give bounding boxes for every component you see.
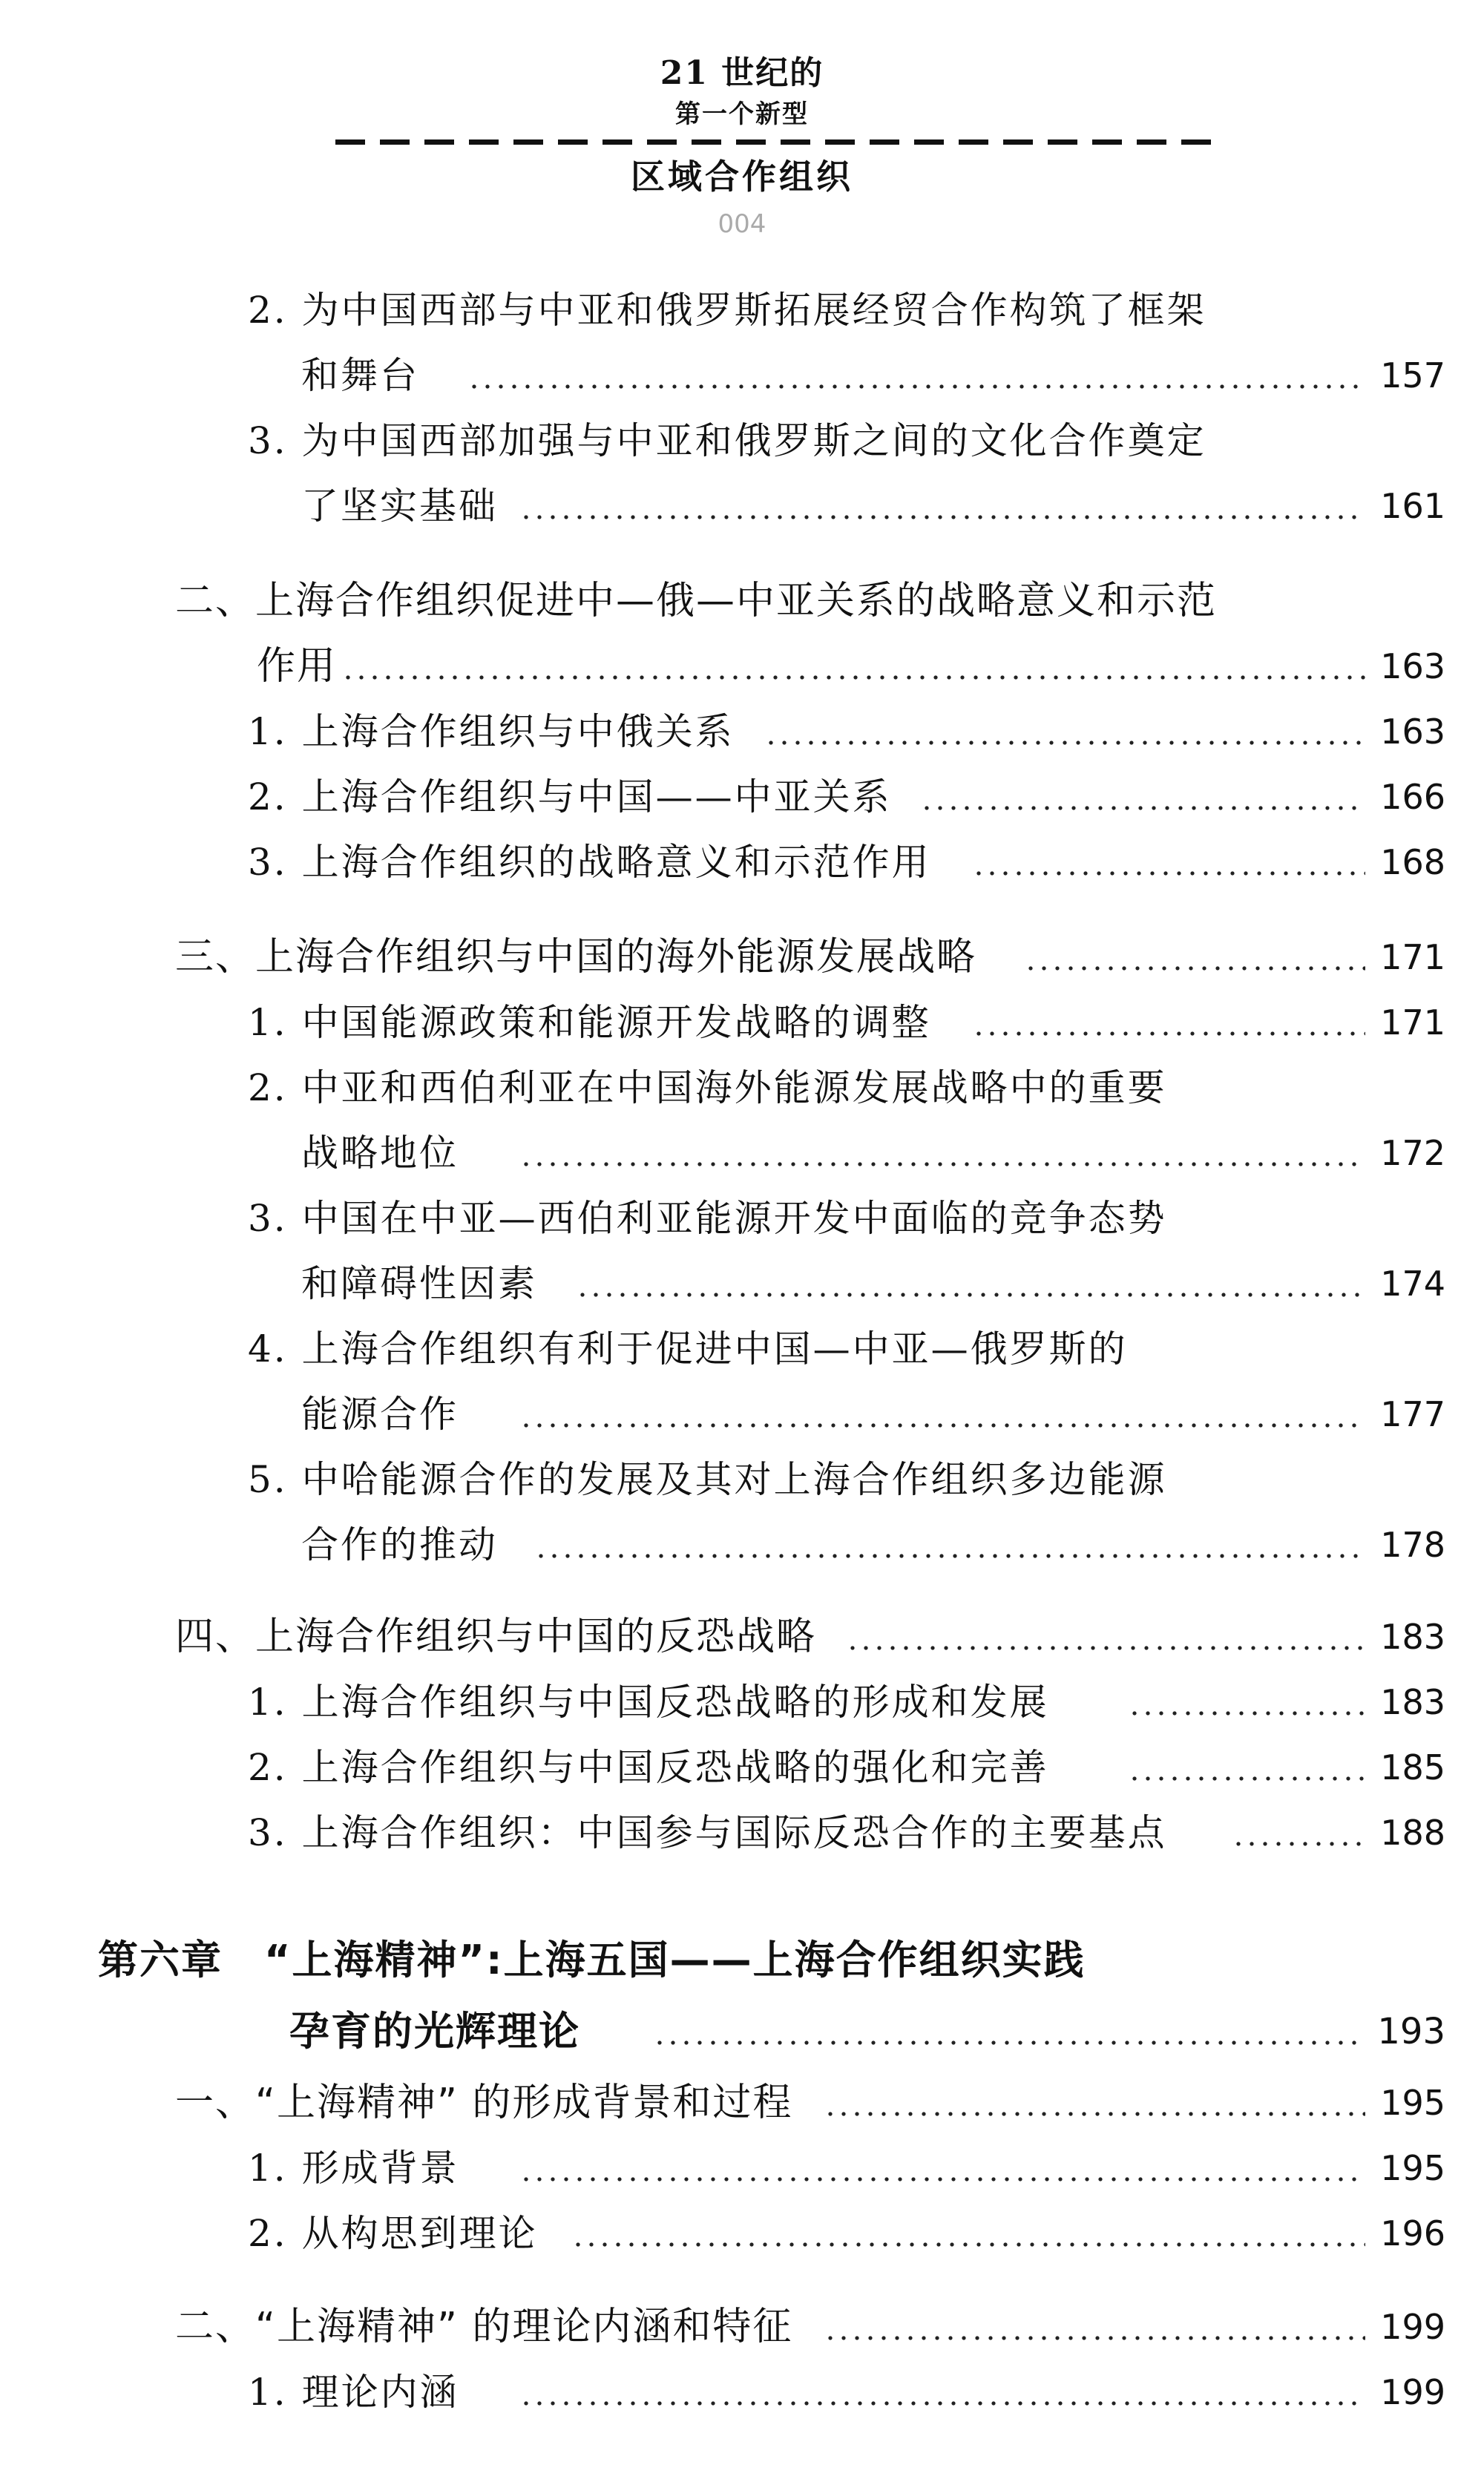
leader-dots <box>1024 929 1365 985</box>
toc-page-number: 183 <box>1380 1617 1445 1657</box>
toc-entry-text: 四、上海合作组织与中国的反恐战略 <box>175 1615 817 1659</box>
toc-entry-text: 1. 理论内涵 <box>248 2371 459 2414</box>
toc-entry <box>0 2075 1484 2131</box>
toc-entry-text: 和舞台 <box>301 354 419 397</box>
toc-page-number: 195 <box>1380 2148 1445 2188</box>
toc-entry <box>0 1674 1484 1730</box>
toc-entry-text: 和障碍性因素 <box>301 1262 537 1305</box>
toc-page-number: 163 <box>1380 646 1445 686</box>
toc-page-number: 185 <box>1380 1747 1445 1787</box>
toc-entry <box>0 1060 1484 1116</box>
toc-page-number: 183 <box>1380 1682 1445 1722</box>
toc-entry <box>0 638 1484 695</box>
toc-entry <box>0 1321 1484 1377</box>
leader-dots <box>1128 1739 1365 1796</box>
toc-entry <box>0 1386 1484 1442</box>
leader-dots <box>972 834 1365 890</box>
toc-entry <box>0 282 1484 338</box>
toc-page-number: 199 <box>1380 2372 1445 2412</box>
toc-page-number: 178 <box>1380 1525 1445 1565</box>
toc-entry-text: 1. 上海合作组织与中俄关系 <box>248 710 735 753</box>
toc-page-number: 193 <box>1377 2011 1445 2052</box>
toc-entry-text: 一、“上海精神” 的形成背景和过程 <box>175 2081 793 2125</box>
leader-dots <box>519 1386 1365 1442</box>
leader-dots <box>576 1255 1365 1312</box>
toc-chapter <box>0 1932 1484 1989</box>
toc-page-number: 171 <box>1380 937 1445 977</box>
toc-entry <box>0 769 1484 825</box>
toc-entry <box>0 1739 1484 1796</box>
leader-dots <box>920 769 1365 825</box>
leader-dots <box>341 638 1365 695</box>
leader-dots <box>653 2003 1365 2060</box>
toc-entry-text: 2. 中亚和西伯利亚在中国海外能源发展战略中的重要 <box>248 1066 1167 1109</box>
leader-dots <box>972 994 1365 1051</box>
toc-page-number: 161 <box>1380 486 1445 526</box>
toc-entry-text: 3. 中国在中亚—西伯利亚能源开发中面临的竞争态势 <box>248 1197 1167 1240</box>
leader-dots <box>519 2364 1365 2420</box>
toc-page-number: 166 <box>1380 777 1445 817</box>
toc-chapter-text: 第六章 “上海精神”:上海五国——上海合作组织实践 <box>98 1937 1086 1983</box>
running-head-title: 区域合作组织 <box>631 157 853 197</box>
toc-entry-text: 1. 形成背景 <box>248 2147 459 2190</box>
toc-entry <box>0 2364 1484 2420</box>
toc-entry <box>0 2205 1484 2262</box>
toc-entry-text: 二、上海合作组织促进中—俄—中亚关系的战略意义和示范 <box>175 579 1218 623</box>
toc-entry <box>0 1190 1484 1247</box>
toc-entry <box>0 573 1484 629</box>
toc-entry-text: 合作的推动 <box>301 1523 498 1566</box>
toc-entry <box>0 1125 1484 1181</box>
page-number: 004 <box>718 209 766 239</box>
toc-page-number: 188 <box>1380 1813 1445 1853</box>
toc-page-number: 163 <box>1380 712 1445 752</box>
toc-page-number: 172 <box>1380 1133 1445 1173</box>
toc-entry-text: 2. 为中国西部与中亚和俄罗斯拓展经贸合作构筑了框架 <box>248 289 1206 332</box>
toc-entry-text: 3. 上海合作组织的战略意义和示范作用 <box>248 841 931 884</box>
toc-page-number: 196 <box>1380 2213 1445 2253</box>
toc-entry-text: 三、上海合作组织与中国的海外能源发展战略 <box>175 935 977 979</box>
toc-entry <box>0 1805 1484 1861</box>
toc-entry-text: 二、“上海精神” 的理论内涵和特征 <box>175 2305 793 2349</box>
toc-page-number: 174 <box>1380 1264 1445 1304</box>
toc-entry <box>0 929 1484 985</box>
leader-dots <box>519 1125 1365 1181</box>
leader-dots <box>1128 1674 1365 1730</box>
toc-page-number: 168 <box>1380 842 1445 882</box>
running-head-line-1: 21 世纪的 <box>660 54 824 92</box>
toc-entry <box>0 2140 1484 2196</box>
toc-entry-text: 2. 上海合作组织与中国反恐战略的强化和完善 <box>248 1746 1049 1789</box>
leader-dots <box>1232 1805 1365 1861</box>
toc-page-number: 195 <box>1380 2083 1445 2123</box>
leader-dots <box>519 2140 1365 2196</box>
leader-dots <box>824 2075 1365 2131</box>
toc-entry <box>0 347 1484 404</box>
toc-entry <box>0 413 1484 469</box>
toc-page-number: 177 <box>1380 1394 1445 1434</box>
toc-entry <box>0 478 1484 534</box>
dashed-divider <box>335 139 1217 145</box>
toc-entry-text: 了坚实基础 <box>301 485 498 528</box>
toc-chapter <box>0 2003 1484 2060</box>
toc-entry-text: 2. 上海合作组织与中国——中亚关系 <box>248 775 892 818</box>
leader-dots <box>846 1609 1365 1665</box>
toc-page-number: 157 <box>1380 355 1445 395</box>
leader-dots <box>534 1517 1365 1573</box>
toc-entry <box>0 2299 1484 2355</box>
toc-entry-text: 3. 为中国西部加强与中亚和俄罗斯之间的文化合作奠定 <box>248 419 1206 462</box>
leader-dots <box>571 2205 1365 2262</box>
toc-entry <box>0 834 1484 890</box>
toc-entry-text: 作用 <box>257 644 338 689</box>
toc-entry-text: 3. 上海合作组织：中国参与国际反恐合作的主要基点 <box>248 1811 1167 1854</box>
leader-dots <box>764 703 1365 760</box>
toc-entry <box>0 703 1484 760</box>
leader-dots <box>824 2299 1365 2355</box>
running-head-line-2: 第一个新型 <box>675 99 809 129</box>
toc-entry-text: 能源合作 <box>301 1393 459 1436</box>
toc-entry <box>0 1609 1484 1665</box>
toc-entry-text: 5. 中哈能源合作的发展及其对上海合作组织多边能源 <box>248 1458 1167 1501</box>
toc-entry-text: 2. 从构思到理论 <box>248 2212 538 2255</box>
toc-page-number: 171 <box>1380 1002 1445 1043</box>
leader-dots <box>519 478 1365 534</box>
toc-entry <box>0 994 1484 1051</box>
toc-chapter-text: 孕育的光辉理论 <box>289 2008 580 2055</box>
toc-entry-text: 1. 中国能源政策和能源开发战略的调整 <box>248 1001 931 1044</box>
toc-page-number: 199 <box>1380 2307 1445 2347</box>
toc-entry-text: 1. 上海合作组织与中国反恐战略的形成和发展 <box>248 1681 1049 1724</box>
leader-dots <box>467 347 1365 404</box>
toc-entry <box>0 1255 1484 1312</box>
toc-entry <box>0 1517 1484 1573</box>
toc-entry-text: 4. 上海合作组织有利于促进中国—中亚—俄罗斯的 <box>248 1327 1128 1370</box>
toc-entry-text: 战略地位 <box>301 1132 459 1175</box>
toc-entry <box>0 1451 1484 1508</box>
